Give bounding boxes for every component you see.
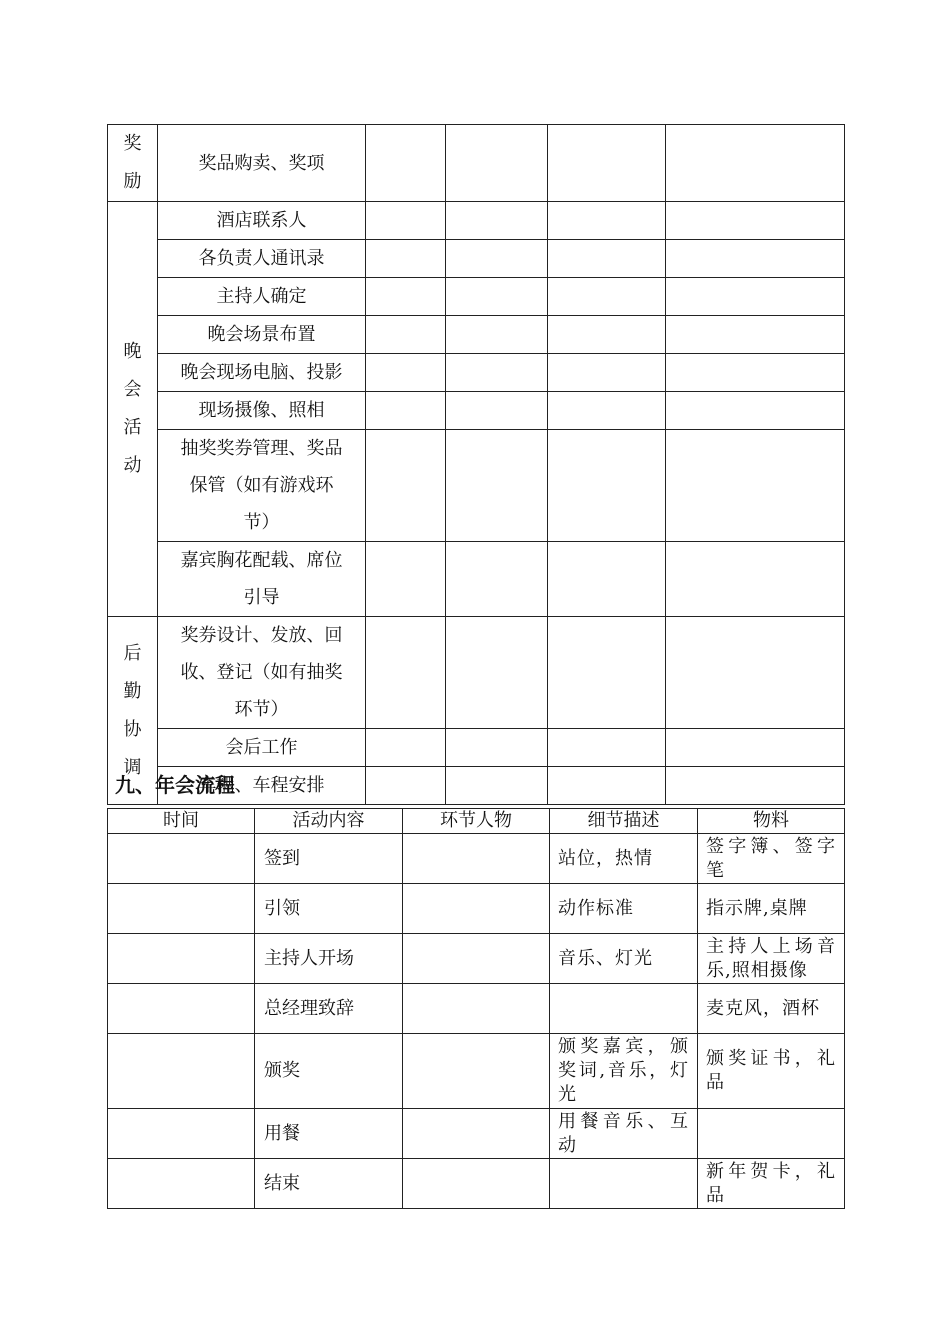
item-line: 嘉宾胸花配载、席位 xyxy=(180,550,343,571)
item-line: 保管（如有游戏环 xyxy=(189,475,334,496)
empty-cell xyxy=(366,202,446,240)
category-char: 动 xyxy=(123,455,142,476)
detail-cell: 动作标准 xyxy=(550,884,698,934)
empty-cell xyxy=(666,316,845,354)
empty-cell xyxy=(366,542,446,617)
detail-cell: 音乐、灯光 xyxy=(550,934,698,984)
item-cell xyxy=(158,316,366,354)
empty-cell xyxy=(446,240,548,278)
activity-cell: 结束 xyxy=(255,1159,403,1209)
empty-cell xyxy=(666,392,845,430)
material-cell: 主持人上场音乐,照相摄像 xyxy=(698,934,845,984)
table-row xyxy=(108,430,845,542)
time-cell xyxy=(108,1109,255,1159)
item-line: 收、登记（如有抽奖 xyxy=(180,662,343,683)
empty-cell xyxy=(666,240,845,278)
item-line: 晚会现场电脑、投影 xyxy=(180,362,343,383)
empty-cell xyxy=(446,767,548,805)
category-char: 后 xyxy=(123,642,142,664)
header-material: 物料 xyxy=(698,809,845,834)
empty-cell xyxy=(548,278,666,316)
item-line: 各负责人通讯录 xyxy=(198,248,325,269)
item-cell xyxy=(158,430,366,542)
material-cell xyxy=(698,1109,845,1159)
empty-cell xyxy=(548,240,666,278)
empty-cell xyxy=(366,729,446,767)
person-cell xyxy=(403,934,550,984)
detail-cell: 颁奖嘉宾，颁奖词,音乐，灯光 xyxy=(550,1034,698,1109)
table-row xyxy=(108,1034,845,1109)
category-char: 协 xyxy=(123,718,142,740)
empty-cell xyxy=(366,617,446,729)
empty-cell xyxy=(666,278,845,316)
empty-cell xyxy=(366,430,446,542)
table-row xyxy=(108,542,845,617)
person-cell xyxy=(403,884,550,934)
category-char: 奖 xyxy=(123,133,142,154)
category-char: 勤 xyxy=(123,680,142,702)
activity-cell: 总经理致辞 xyxy=(255,984,403,1034)
responsibility-table xyxy=(107,124,845,805)
item-line: 酒店联系人 xyxy=(216,210,307,231)
empty-cell xyxy=(666,767,845,805)
category-char: 活 xyxy=(123,417,142,438)
table-row xyxy=(108,934,845,984)
time-cell xyxy=(108,884,255,934)
activity-cell: 颁奖 xyxy=(255,1034,403,1109)
empty-cell xyxy=(666,542,845,617)
table-row xyxy=(108,240,845,278)
empty-cell xyxy=(446,542,548,617)
item-line: 现场摄像、照相 xyxy=(198,400,325,421)
detail-cell: 用餐音乐、互动 xyxy=(550,1109,698,1159)
empty-cell xyxy=(446,278,548,316)
item-line: 节） xyxy=(243,512,280,533)
table-row xyxy=(108,729,845,767)
table-row xyxy=(108,617,845,729)
category-char: 励 xyxy=(123,171,142,192)
activity-cell: 主持人开场 xyxy=(255,934,403,984)
item-line: 晚会场景布置 xyxy=(207,324,316,345)
item-cell xyxy=(158,392,366,430)
header-person: 环节人物 xyxy=(403,809,550,834)
annual-meeting-flow-table xyxy=(107,808,845,1209)
table-row xyxy=(108,392,845,430)
material-cell: 麦克风，酒杯 xyxy=(698,984,845,1034)
empty-cell xyxy=(366,392,446,430)
empty-cell xyxy=(666,202,845,240)
table-row xyxy=(108,278,845,316)
item-line: 奖券设计、发放、回 xyxy=(180,625,343,646)
empty-cell xyxy=(548,354,666,392)
empty-cell xyxy=(548,125,666,202)
empty-cell xyxy=(366,278,446,316)
table-row xyxy=(108,1109,845,1159)
empty-cell xyxy=(366,316,446,354)
empty-cell xyxy=(548,392,666,430)
activity-cell: 签到 xyxy=(255,834,403,884)
item-cell xyxy=(158,617,366,729)
item-cell xyxy=(158,125,366,202)
time-cell xyxy=(108,1034,255,1109)
section-heading: 九、年会流程 xyxy=(115,773,235,797)
table-row xyxy=(108,202,845,240)
time-cell xyxy=(108,834,255,884)
empty-cell xyxy=(366,354,446,392)
item-line: 奖品购卖、奖项 xyxy=(198,152,325,174)
material-cell: 指示牌,桌牌 xyxy=(698,884,845,934)
header-detail: 细节描述 xyxy=(550,809,698,834)
empty-cell xyxy=(548,729,666,767)
header-time: 时间 xyxy=(108,809,255,834)
item-cell xyxy=(158,240,366,278)
activity-cell: 用餐 xyxy=(255,1109,403,1159)
table-row xyxy=(108,984,845,1034)
empty-cell xyxy=(548,617,666,729)
empty-cell xyxy=(446,202,548,240)
activity-cell: 引领 xyxy=(255,884,403,934)
empty-cell xyxy=(666,125,845,202)
item-line: 引导 xyxy=(243,587,280,608)
item-line: 主持人确定 xyxy=(216,286,307,307)
item-line: 会后工作 xyxy=(225,737,298,758)
detail-cell xyxy=(550,984,698,1034)
empty-cell xyxy=(366,125,446,202)
item-cell xyxy=(158,202,366,240)
time-cell xyxy=(108,934,255,984)
empty-cell xyxy=(548,767,666,805)
item-cell xyxy=(158,278,366,316)
category-char: 会 xyxy=(123,379,142,400)
person-cell xyxy=(403,1159,550,1209)
material-cell: 颁奖证书，礼品 xyxy=(698,1034,845,1109)
header-activity: 活动内容 xyxy=(255,809,403,834)
table-row xyxy=(108,1159,845,1209)
empty-cell xyxy=(446,617,548,729)
empty-cell xyxy=(446,316,548,354)
empty-cell xyxy=(548,202,666,240)
empty-cell xyxy=(666,729,845,767)
time-cell xyxy=(108,1159,255,1209)
table-row xyxy=(108,884,845,934)
item-cell xyxy=(158,354,366,392)
table-header-row xyxy=(108,809,845,834)
empty-cell xyxy=(548,542,666,617)
category-char: 调 xyxy=(123,756,142,778)
material-cell: 新年贺卡，礼品 xyxy=(698,1159,845,1209)
empty-cell xyxy=(446,729,548,767)
person-cell xyxy=(403,834,550,884)
person-cell xyxy=(403,984,550,1034)
category-char: 晚 xyxy=(123,341,142,362)
empty-cell xyxy=(666,354,845,392)
empty-cell xyxy=(446,354,548,392)
empty-cell xyxy=(666,617,845,729)
category-cell xyxy=(108,125,158,202)
person-cell xyxy=(403,1109,550,1159)
category-cell xyxy=(108,202,158,617)
item-line: 车辆、车程安排 xyxy=(198,775,325,796)
table-row xyxy=(108,125,845,202)
empty-cell xyxy=(666,430,845,542)
item-cell xyxy=(158,542,366,617)
item-line: 抽奖奖券管理、奖品 xyxy=(180,438,343,459)
item-line: 环节） xyxy=(234,699,289,720)
detail-cell xyxy=(550,1159,698,1209)
table-row xyxy=(108,834,845,884)
empty-cell xyxy=(446,125,548,202)
empty-cell xyxy=(366,240,446,278)
empty-cell xyxy=(548,430,666,542)
time-cell xyxy=(108,984,255,1034)
person-cell xyxy=(403,1034,550,1109)
empty-cell xyxy=(446,430,548,542)
empty-cell xyxy=(366,767,446,805)
item-cell xyxy=(158,729,366,767)
empty-cell xyxy=(446,392,548,430)
material-cell: 签字簿、签字笔 xyxy=(698,834,845,884)
detail-cell: 站位，热情 xyxy=(550,834,698,884)
table-row xyxy=(108,354,845,392)
table-row xyxy=(108,316,845,354)
empty-cell xyxy=(548,316,666,354)
